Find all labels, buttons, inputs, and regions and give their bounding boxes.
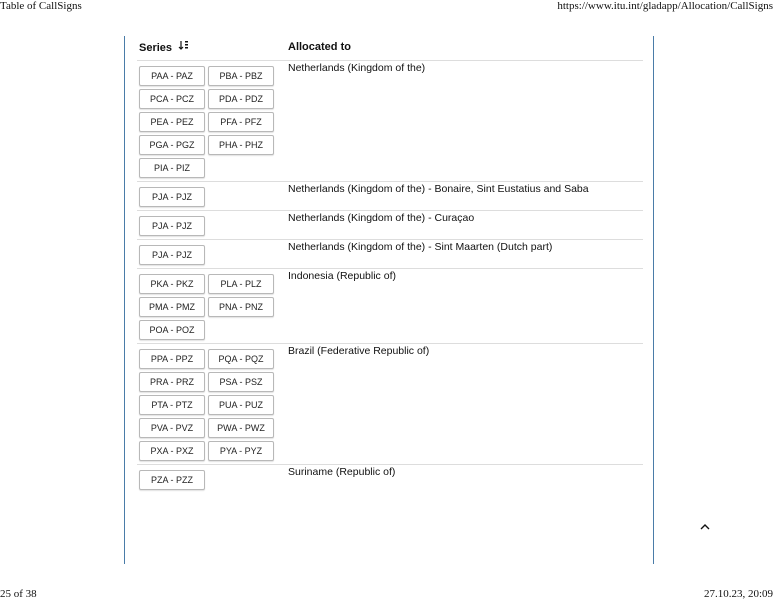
table-body — [137, 61, 643, 494]
sort-icon[interactable] — [178, 43, 189, 54]
series-cell — [137, 344, 286, 465]
series-button-group — [139, 470, 284, 490]
allocated-column-header: Allocated to — [286, 36, 643, 61]
series-button[interactable]: PBA - PBZ — [208, 66, 274, 86]
series-button[interactable]: PJA - PJZ — [139, 216, 205, 236]
allocated-cell: Netherlands (Kingdom of the) - Curaçao — [286, 211, 643, 240]
series-button-group — [139, 187, 284, 207]
series-button[interactable]: PXA - PXZ — [139, 441, 205, 461]
series-button[interactable]: PUA - PUZ — [208, 395, 274, 415]
series-button[interactable]: PFA - PFZ — [208, 112, 274, 132]
series-button[interactable]: PVA - PVZ — [139, 418, 205, 438]
series-header-label: Series — [139, 42, 173, 54]
series-button[interactable]: PTA - PTZ — [139, 395, 205, 415]
chevron-up-icon[interactable] — [697, 519, 713, 535]
series-column-header[interactable] — [137, 36, 286, 61]
series-button[interactable]: PLA - PLZ — [208, 274, 274, 294]
series-button[interactable]: PDA - PDZ — [208, 89, 274, 109]
series-cell — [137, 61, 286, 182]
allocated-cell: Indonesia (Republic of) — [286, 269, 643, 344]
series-button[interactable]: PQA - PQZ — [208, 349, 274, 369]
series-button[interactable]: PYA - PYZ — [208, 441, 274, 461]
series-button[interactable]: POA - POZ — [139, 320, 205, 340]
allocated-cell: Suriname (Republic of) — [288, 466, 396, 478]
series-button-group — [139, 216, 284, 236]
table-row — [137, 465, 643, 494]
series-cell — [137, 182, 286, 211]
series-button[interactable]: PJA - PJZ — [139, 245, 205, 265]
series-button[interactable]: PWA - PWZ — [208, 418, 274, 438]
table-row — [137, 182, 643, 211]
main-content — [124, 36, 654, 564]
series-button[interactable]: PKA - PKZ — [139, 274, 205, 294]
allocated-cell: Brazil (Federative Republic of) — [286, 344, 643, 465]
series-button[interactable]: PAA - PAZ — [139, 66, 205, 86]
series-button[interactable]: PCA - PCZ — [139, 89, 205, 109]
series-button-group — [139, 274, 284, 340]
series-button[interactable]: PNA - PNZ — [208, 297, 274, 317]
series-cell — [137, 465, 286, 494]
print-header-title: Table of CallSigns — [0, 0, 82, 12]
print-header-url: https://www.itu.int/gladapp/Allocation/CallSigns — [557, 0, 773, 12]
series-button[interactable]: PHA - PHZ — [208, 135, 274, 155]
table-row — [137, 344, 643, 465]
table-header-row — [137, 36, 643, 61]
series-button[interactable]: PGA - PGZ — [139, 135, 205, 155]
table-row — [137, 240, 643, 269]
series-button-group — [139, 349, 284, 461]
table-row — [137, 269, 643, 344]
series-button[interactable]: PEA - PEZ — [139, 112, 205, 132]
series-cell — [137, 240, 286, 269]
allocated-cell: Netherlands (Kingdom of the) - Bonaire, Sint Eustatius and Saba — [286, 182, 643, 211]
series-cell — [137, 211, 286, 240]
print-footer-datetime: 27.10.23, 20:09 — [703, 588, 773, 600]
series-button[interactable]: PPA - PPZ — [139, 349, 205, 369]
series-button-group — [139, 66, 284, 178]
table-row — [137, 61, 643, 182]
series-button-group — [139, 245, 284, 265]
series-button[interactable]: PSA - PSZ — [208, 372, 274, 392]
series-button[interactable]: PMA - PMZ — [139, 297, 205, 317]
allocated-cell: Netherlands (Kingdom of the) - Sint Maarten (Dutch part) — [286, 240, 643, 269]
series-button[interactable]: PZA - PZZ — [139, 470, 205, 490]
table-row — [137, 211, 643, 240]
print-footer-page: 25 of 38 — [0, 588, 37, 600]
series-button[interactable]: PIA - PIZ — [139, 158, 205, 178]
callsign-table — [137, 36, 643, 493]
series-button[interactable]: PRA - PRZ — [139, 372, 205, 392]
series-button[interactable]: PJA - PJZ — [139, 187, 205, 207]
allocated-cell: Netherlands (Kingdom of the) — [286, 61, 643, 182]
series-cell — [137, 269, 286, 344]
